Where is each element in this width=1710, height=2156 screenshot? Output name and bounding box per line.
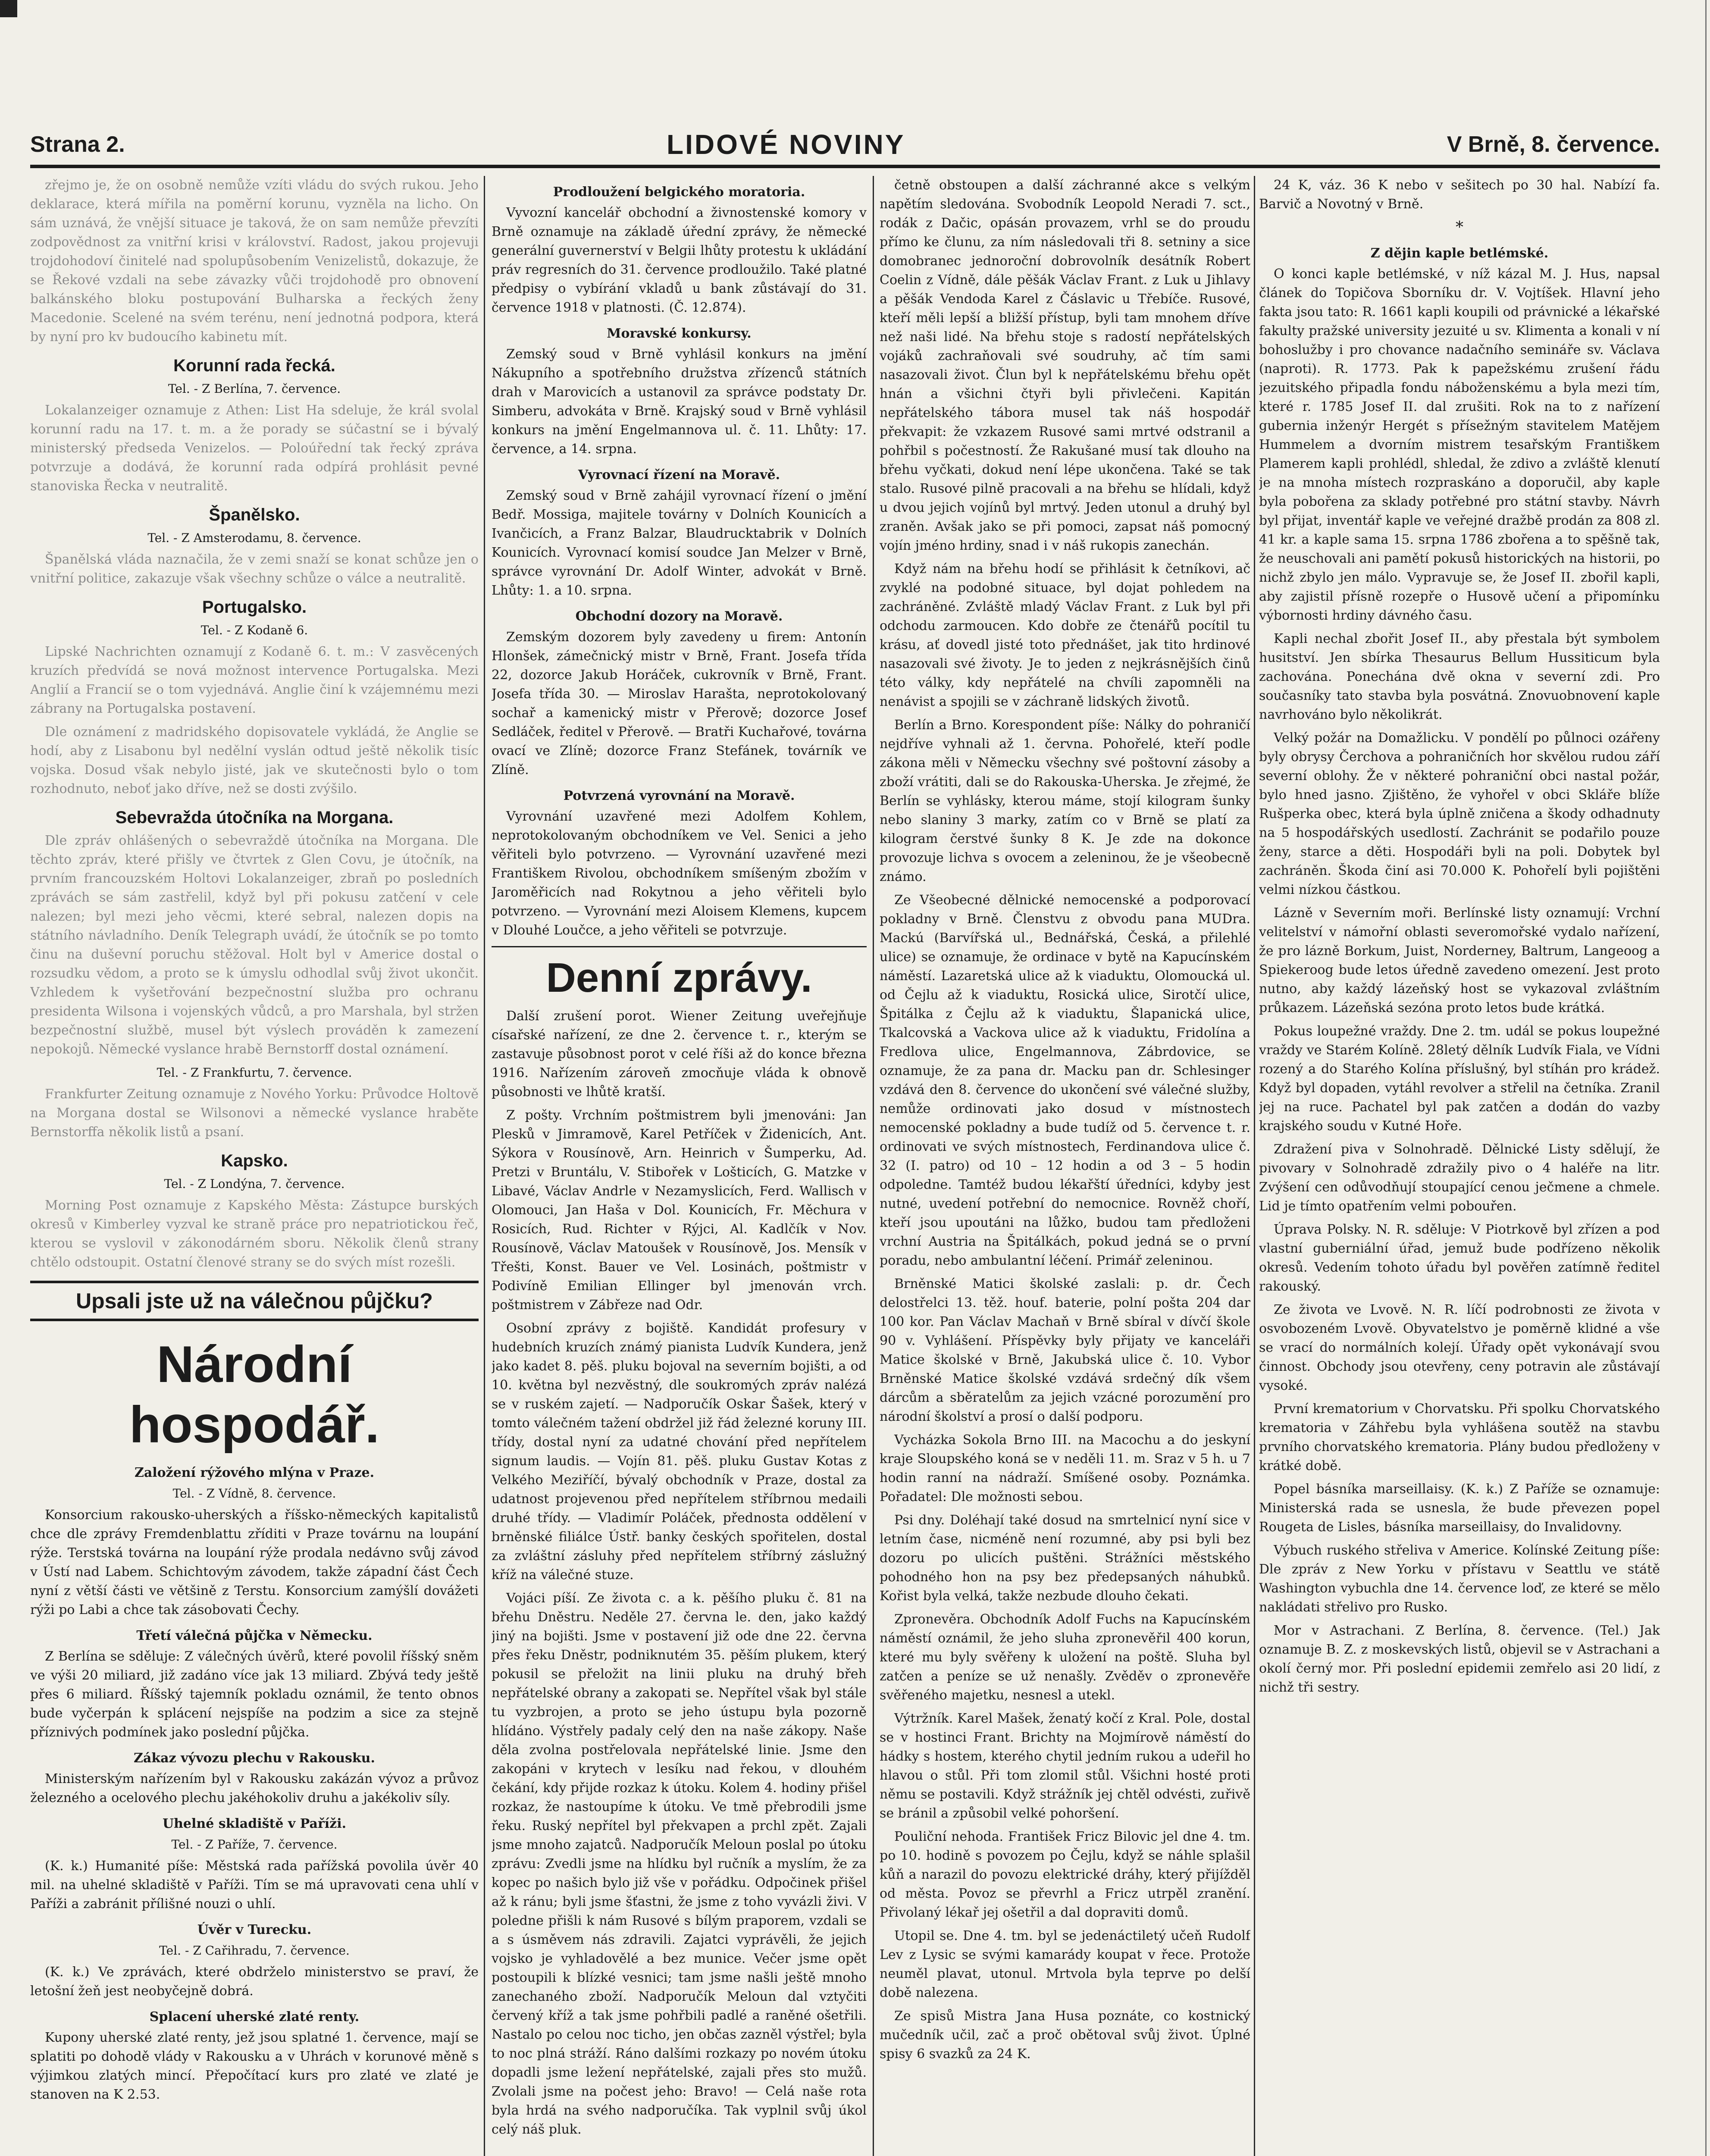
article-text: (K. k.) Humanité píše: Městská rada pařížská povolila úvěr 40 mil. na uhelné skladiště v Paříži. Tím se má upravovati cena uhlí v Paříži a zabránit přílišné nouzi o uhlí. xyxy=(30,1858,479,1912)
article-text: Lokalanzeiger oznamuje z Athen: List Ha sdeluje, že král svolal korunní radu na 17. t. m. a že porady se súčastní se i bývalý ministerský předseda Venizelos. — Poloúřední tak řecký zpráva potvrzuje a dodává, že korunní rada odpírá prohlásit pevné stanoviska Řecka v neutralitě. xyxy=(30,403,479,494)
article-text: 24 K, váz. 36 K nebo v sešitech po 30 hal. Nabízí fa. Barvič a Novotný v Brně. xyxy=(1259,178,1660,212)
scan-edge-line xyxy=(1705,0,1707,2156)
article-text: Zdražení piva v Solnohradě. Dělnické Listy sdělují, že pivovary v Solnohradě zdražily pivo o 4 haléře na litr. Zvýšení cen odůvodňují stoupající cenou ječmene a chmele. Lid je tímto opatřením velmi pobouřen. xyxy=(1259,1142,1660,1214)
column-3 xyxy=(880,176,1250,2156)
masthead-rule xyxy=(30,165,1660,168)
subheadline: Založení rýžového mlýna v Praze. xyxy=(134,1465,375,1480)
column-1 xyxy=(30,176,479,2156)
column-rule xyxy=(1254,176,1255,2156)
article-text: Popel básníka marseillaisy. (K. k.) Z Paříže se oznamuje: Ministerská rada se usnesla, že bude převezen popel Rougeta de Lisles, básníka marseillaisy, do Invalidovny. xyxy=(1259,1482,1660,1535)
article-text: Frankfurter Zeitung oznamuje z Nového Yorku: Průvodce Holtově na Morgana dostal se Wilsonovi a německé vyslance hraběte Bernstorffa několik listů a psaní. xyxy=(30,1087,479,1140)
article-text: Zemským dozorem byly zavedeny u firem: Antonín Hlonšek, zámečnický mistr v Brně, Frant. Josefa třída 22, dozorce Jakub Horáček, cukrovník v Brně, Frant. Josefa třída 30. — Miroslav Harašta, neprotokolovaný sochař a kamenický mistr v Přerově; dozorce Josef Sedláček, ředitel v Přerově. — Bratři Kuchařové, továrna ovací ve Zlíně; dozorce Franz Stefánek, továrník ve Zlíně. xyxy=(492,630,867,777)
masthead xyxy=(30,129,1660,160)
headline: Portugalsko. xyxy=(202,598,307,617)
paper-name: LIDOVÉ NOVINY xyxy=(666,129,905,160)
article-text: Ze spisů Mistra Jana Husa poznáte, co kostnický mučedník učil, zač a proč obětoval svůj život. Úplné spisy 6 svazků za 24 K. xyxy=(880,2009,1250,2062)
article-text: Utopil se. Dne 4. tm. byl se jedenáctiletý učeň Rudolf Lev z Lysic se svými kamarády koupat v řece. Protože neuměl plavat, utonul. Mrtvola byla teprve po delší době nalezena. xyxy=(880,1928,1250,2000)
subheadline: Moravské konkursy. xyxy=(607,326,752,341)
dateline: Tel. - Z Kodaně 6. xyxy=(200,623,308,637)
article-text: zřejmo je, že on osobně nemůže vzíti vládu do svých rukou. Jeho deklarace, která mířila na poměrní korunu, vyzněla na licho. On sám uznává, že vnější situace je taková, že on sam nemůže převzíti zodpovědnost za vnitřní krisi v království. Radost, jakou projevuji trojdohodoví činitelé nad spolupůsobením Venizelistů, dokazuje, že se Řekové vzdali na sebe závazky vůči trojdohodě pro obnovení balkánského bloku postupování Bulharska a řeckých ženy Macedonie. Scelené na svém terénu, není jednotná podpora, která by nyní pro kv budoucího kabinetu mít. xyxy=(30,178,479,345)
column-2 xyxy=(492,176,867,2156)
article-text: Vyvozní kancelář obchodní a živnostenské komory v Brně oznamuje na základě úřední zprávy, že německé generální guvernerství v Belgii lhůty protestu k ukládání práv regresních do 31. července prodloužilo. Také platné předpisy o vybírání vkladů u bank zůstávají do 31. července 1918 v platnosti. (Č. 12.874). xyxy=(492,205,867,315)
article-text: Brněnské Matici školské zaslali: p. dr. Čech delostřelci 13. těž. houf. baterie, polní pošta 204 dar 100 kor. Pan Václav Machaň v Brně sbíral v dívčí škole 90 v. Vyhlášení. Příspěvky byly přijaty ve kanceláři Matice školské v Brně, Jakubská ulice č. 10. Vybor Brněnské Matice školské vzdává srdečný dík všem dárcům a sběratelům za jejich vzácné porozumění pro národní školství a prosí o další podporu. xyxy=(880,1276,1250,1424)
article-text: Konsorcium rakousko-uherských a říšsko-německých kapitalistů chce dle zprávy Fremdenblattu zříditi v Praze továrnu na loupání rýže. Terstská továrna na loupání rýže prodala nedávno svůj závod v Ústí nad Labem. Schichtovým závodem, takže západní část Čech nyní z větší části ve většině z Terstu. Konsorcium zamýšlí dovážeti rýži po Labi a chce tak zásobovati Čechy. xyxy=(30,1507,479,1617)
article-text: Dle oznámení z madridského dopisovatele vykládá, že Anglie se hodí, aby z Lisabonu byl nedělní vyslán odtud ještě několik tisíc vojska. Dosud však nebylo jisté, jak ve skutečnosti bylo o tom rozhodnuto, neboť jako dříve, než se dosti zvýšilo. xyxy=(30,724,479,796)
headline: Španělsko. xyxy=(209,505,300,524)
article-text: četně obstoupen a další záchranné akce s velkým napětím sledována. Svobodník Leopold Neradi 7. sct., rodák z Dačic, opásán provazem, vrhl se do proudu přímo ke člunu, za ním následovali tři 8. setniny a sice domobranec jednoroční dobrovolník desátník Robert Coelin z Vídně, dále pěšák Václav Frant. z Luk u Jihlavy a pěšák Vendoda Karel z Čáslavic u Třebíče. Rusové, kteří měli lepší a bližší přístup, byli tam mnohem dříve než naši lidé. Na břehu stoje s radostí nepřátelských vojáků zachraňovali své soudruhy, ač tím sami nasazovali život. Člun byl k nepřátelskému břehu opět hnán a všichni čtyři byli přivlečeni. Kapitán nepřátelského tábora musel tak náš hospodář překvapit: že vzkazem Rusové sami mrtvé odstranil a pohřbil s počestností. Že Rakušané musí tak dlouho na břehu vyčkati, dokud není lépe ukončena. Také se tak stalo. Rusové pilně pracovali a na břehu se hlídali, když u dvou jejich vojínů byl mrtvý. Jeden utonul a druhý byl zraněn. Avšak jako se při pomoci, zapsat náš pomocný vojín jméno hrdiny, snad i v náš rukopis zanechán. xyxy=(880,178,1250,553)
section-title-daily-news: Denní zprávy. xyxy=(546,955,812,1001)
article-text: Výtržník. Karel Mašek, ženatý kočí z Kral. Pole, dostal se v hostinci Frant. Brichty na Mojmírově náměstí do hádky s hostem, kterého chytil jedním rukou a udeřil ho hlavou o stůl. Při tom zlomil stůl. Všichni hosté proti němu se postavili. Když strážník jej chtěl odvésti, zuřivě se bránil a způsobil velké pohoršení. xyxy=(880,1711,1250,1821)
article-text: Ze Všeobecné dělnické nemocenské a podporovací pokladny v Brně. Členstvu z obvodu pana MUDra. Mackú (Barvířská ul., Bednářská, Česká, a přilehlé ulice) se oznamuje, že ordinace v bytě na Kapucínském náměstí. Lazaretská ulice až k viaduktu, Olomoucká ul. od Čejlu až k viaduktu, Rosická ulice, Sirotčí ulice, Špitálka z Čejlu až k viaduktu, Šlapanická ulice, Tkalcovská a Vackova ulice až k viaduktu, Fridolína a Fredlova ulice, Engelmannova, Zábrdovice, se oznamuje, že za pana dr. Macku pan dr. Schlesinger vzdává den 8. července do ukončení své válečné služby, nemůže ordinovati jako dosud v místnostech nemocenské pokladny a bude tudíž od 5. července t. r. ordinovati ve svých místnostech, Ferdinandova ulice č. 32 (I. patro) od 10 – 12 hodin a od 3 – 5 hodin odpoledne. Tamtéž budou lékařští úředníci, kdyby jest nutné, uvedení potřební do nemocnice. Rovněž choří, kteří jsou upoutáni na lůžko, budou tam předloženi vrchní Austria na Špitálkách, pokud jedná se o první poradu, nebo ambulantní léčení. Primář zeleninou. xyxy=(880,893,1250,1268)
article-text: Morning Post oznamuje z Kapského Města: Zástupce burských okresů v Kimberley vyzval ke straně práce pro nepatriotickou řeč, kterou se vyslovil v zákonodárném sboru. Několik členů strany chtělo odstoupit. Ostatní členové strany se do svých míst rozešli. xyxy=(30,1198,479,1270)
article-text: Zpronevěra. Obchodník Adolf Fuchs na Kapucínském náměstí oznámil, že jeho sluha zpronevěřil 400 korun, které mu byly svěřeny k uložení na poště. Sluha byl zatčen a peníze se už nenašly. Zvěděv o zpronevěře svěřeného majetku, nesnesl a utekl. xyxy=(880,1612,1250,1703)
subheadline: Prodloužení belgického moratoria. xyxy=(553,185,805,200)
article-text: Zemský soud v Brně vyhlásil konkurs na jmění Nákupního a spotřebního družstva zřízenců státních drah v Marovicích a ustanovil za správce podstaty Dr. Simberu, advokáta v Brně. Krajský soud v Brně vyhlásil konkurs na jmění Engelmannova ul. č. 11. Lhůty: 17. července, a 14. srpna. xyxy=(492,347,867,457)
headline: Korunní rada řecká. xyxy=(173,356,335,375)
headline: Kapsko. xyxy=(221,1151,288,1170)
article-text: Dle zpráv ohlášených o sebevraždě útočníka na Morgana. Dle těchto zpráv, které přišly ve čtvrtek z Glen Covu, je útočník, na prvním francouzském Holtovi Lokalanzeiger, zbraň po posledních zprávách se sám zastřelil, když byl při pokusu zatčení v cele nalezen; byl mezi jeho věcmi, které sebral, nalezen dopis na státního návladního. Deník Telegraph uvádí, že útočník se po tomto činu na duševní poruchu stěžoval. Holt byl v Americe dostal o rozsudku vědom, a proto se k úmyslu odhodlal svůj život ukončit. Vzhledem k vyšetřování bezpečnostní služba pro ochranu presidenta Wilsona i vojenských vůdců, a pro Marshala, byl stržen bezpečnostní službě, musel být výslech prováděn k zamezení nepokojů. Německé vyslance hrabě Bernstorff dostal oznámení. xyxy=(30,833,479,1057)
article-text: Lipské Nachrichten oznamují z Kodaně 6. t. m.: V zasvěcených kruzích předvídá se nová možnost intervence Portugalska. Mezi Anglií a Francií se o tom vyjednává. Anglie činí k vzájemnému mezi zábrany na Portugalska postavení. xyxy=(30,644,479,716)
dateline: Tel. - Z Berlína, 7. července. xyxy=(168,382,341,396)
article-text: Vycházka Sokola Brno III. na Macochu a do jeskyní kraje Sloupského koná se v neděli 11. m. Sraz v 5 h. u 7 hodin ranní na nádraží. Smíšené osoby. Poznámka. Pořadatel: Dle možnosti sebou. xyxy=(880,1432,1250,1504)
subheadline: Splacení uherské zlaté renty. xyxy=(149,2009,360,2024)
subheadline: Zákaz vývozu plechu v Rakousku. xyxy=(134,1751,375,1766)
place-date: V Brně, 8. července. xyxy=(1447,132,1660,157)
article-text: Ze života ve Lvově. N. R. líčí podrobnosti ze života v osvobozeném Lvově. Obyvatelstvo je poměrně klidné a vše se vrací do normálních kolejí. Úřady opět vykonávají svou činnost. Obchody jsou otevřeny, ceny potravin ale zůstávají vysoké. xyxy=(1259,1302,1660,1393)
section-rule xyxy=(492,946,867,947)
article-text: Berlín a Brno. Korespondent píše: Nálky do pohraničí nejdříve vyhnali až 1. června. Pohořelé, kteří podle zákona měli v Německu všechny své poštovní zásoby a zboží vrátiti, dali se do Rakouska-Uherska. Je zřejmé, že Berlín se vyhlásky, kterou máme, stojí kilogram šunky nebo slaniny 3 marky, zatím co v Brně se platí za kilogram čerstvé šunky 8 K. Je zde na dokonce provozuje lichva s ovocem a zeleninou, že je všeobecně známo. xyxy=(880,718,1250,884)
column-rule xyxy=(484,176,485,2156)
article-text: Osobní zprávy z bojiště. Kandidát profesury v hudebních kruzích známý pianista Ludvík Kundera, jenž jako kadet 8. pěš. pluku bojoval na severním bojišti, a od 10. května byl nezvěstný, dle soukromých zpráv nalézá se v ruském zajetí. — Nadporučík Oskar Šašek, který v tomto válečném tažení obdržel již řád železné koruny III. třídy, dostal nyní za udatné chování před nepřítelem signum laudis. — Vojín 81. pěš. pluku Gustav Kotas z Velkého Meziříčí, bývalý obchodník v Praze, dostal za udatnost projevenou před nepřítelem stříbrnou medaili druhé třídy. — Vladimír Poláček, přednosta oddělení v brněnské filiálce Ústř. banky českých spořitelen, dostal za zvláštní zásluhy před nepřítelem stříbrný záslužný kříž na válečné stuze. xyxy=(492,1321,867,1583)
article-text: Vojáci píší. Ze života c. a k. pěšího pluku č. 81 na břehu Dněstru. Neděle 27. června le. den, jako každý jiný na bojišti. Jsme v postavení již ode dne 22. června přes řeku Dněstr, podniknutém 35. pěším plukem, který pokusil se přeložit na linii pluku na druhý břeh nepřátelské obrany a zakopati se. Nepřítel však byl stále tu vyzbrojen, a proto se jeho ústupu byla pozorně hlídáno. Výstřely padaly celý den na naše zákopy. Naše děla zvolna postřelovala nepřátelské linie. Jsme den zakopáni v krytech v lesíku nad řekou, v dlouhém čekání, kdy přijde rozkaz k útoku. Kolem 4. hodiny přišel rozkaz, že nastoupíme k útoku. Ve tmě přebrodili jsme řeku. Ruský nepřítel byl překvapen a prchl zpět. Zajali jsme mnoho zajatců. Nadporučík Meloun poslal po útoku zprávu: Zvedli jsme na hlídku byl ručník a myslím, že za kopec po našich bylo již vše v pořádku. Odpočinek přišel až k ránu; byli jsme šťastni, že jsme z toho vyvázli živi. V poledne přišli k nám Rusové s bílým praporem, vzdali se a s úsměvem nás zdravili. Zajatci vyprávěli, že jejich vojsko je vyhladovělé a bez munice. Večer jsme opět postoupili k blízké vesnici; tam jsme našli ještě mnoho zanechaného zboží. Nadporučík Meloun dal vztyčiti červený kříž a tak jsme pohřbili padlé a raněné ošetřili. Nastalo po celou noc ticho, jen občas zazněl výstřel; byla to noc plná stráží. Ráno dalšími rozkazy po novém útoku dopadli jsme ležení nepřátelské, zajali přes sto mužů. Zvolali jsme na počest jeho: Bravo! — Celá naše rota byla hrdá na svého nadporučíka. Tak vyplnil svůj úkol celý náš pluk. xyxy=(492,1591,867,2137)
article-text: Kapli nechal zbořit Josef II., aby přestala být symbolem husitství. Jen sbírka Thesaurus Bellum Hussiticum byla zachována. Ponechána dvě okna v severní zdi. Pro současníky tato stavba byla posvátná. Znovuobnovení kaple navrhováno bylo několikrát. xyxy=(1259,631,1660,722)
subheadline: Z dějin kaple betlémské. xyxy=(1370,246,1549,261)
article-text: Úprava Polsky. N. R. sděluje: V Piotrkově byl zřízen a pod vlastní guberniální úřad, jemuž bude podřízeno několik okresů. Vedením tohoto úřadu byl pověřen zatímně ředitel rakouský. xyxy=(1259,1222,1660,1294)
dateline: Tel. - Z Frankfurtu, 7. července. xyxy=(157,1065,352,1080)
dateline: Tel. - Z Londýna, 7. července. xyxy=(164,1177,345,1191)
dateline: Tel. - Z Amsterodamu, 8. července. xyxy=(147,531,361,545)
article-text: Výbuch ruského střeliva v Americe. Kolínské Zeitung píše: Dle zpráv z New Yorku v přístavu v Seattlu ve státě Washington vybuchla dne 14. července loď, ze které se mělo nakládati střelivo pro Rusko. xyxy=(1259,1543,1660,1615)
scan-corner-mark xyxy=(0,0,17,17)
article-text: Z pošty. Vrchním poštmistrem byli jmenováni: Jan Plesků v Jimramově, Karel Petříček v Židenicích, Ant. Sýkora v Rousínově, Arn. Heinrich v Šumperku, Ad. Pretzi v Bruntálu, V. Stibořek v Lošticích, G. Matzke v Libavé, Václav Andrle v Nezamyslicích, Ferd. Wallisch v Olomouci, Jan Haša v Dol. Kounicích, Fr. Měchura v Rosicích, Rud. Richter v Rýjci, Al. Kadlčík v Nov. Rousínově, Václav Matoušek v Rousínově, Jos. Mensík v Třešti, Konst. Bauer ve Vel. Losinách, poštmistr v Podivíně Emilian Ellinger byl jmenován vrch. poštmistrem v Zábřeze nad Odr. xyxy=(492,1108,867,1313)
article-text: O konci kaple betlémské, v níž kázal M. J. Hus, napsal článek do Topičova Sborníku dr. V. Vojtíšek. Hlavní jeho fakta jsou tato: R. 1661 kapli koupili od právnické a lékařské fakulty pražské university jezuité u sv. Klimenta a konali v ní bohoslužby i pro chovance nadačního semináře sv. Václava (naproti). R. 1773. Pak k papežskému zrušení řádu jezuitského připadla fondu náboženskému a byla mezi tím, které r. 1785 Josef II. dal zrušiti. Rok na to z nařízení gubernia inženýr Hergét s přísežným stavitelem Matějem Hummelem a dvorním mistrem tesařským Františkem Plamerem kapli prohlédl, shledal, že zdivo a zvláště klenutí je na mnoha místech rozpraskáno a doporučil, aby kaple byla pobořena za sklady potřebné pro státní stavby. Návrh byl přijat, inventář kaple ve veřejné dražbě prodán za 808 zl. 41 kr. a kaple sama 15. srpna 1786 zbořena a to spěšně tak, že neuschovali ani pamětí pokusů historických na historii, po nichž zbylo jen málo. Vypravuje se, že Josef II. zbořil kapli, aby zajistil přísně rozepře o Husově učení a připomínku výbornosti hrdiny dávného času. xyxy=(1259,266,1660,623)
subheadline: Třetí válečná půjčka v Německu. xyxy=(136,1628,373,1643)
article-text: Ministerským nařízením byl v Rakousku zakázán vývoz a průvoz železného a ocelového plechu jakéhokoliv druhu a jakékoliv síly. xyxy=(30,1771,479,1805)
article-text: Španělská vláda naznačila, že v zemi snaží se konat schůze jen o vnitřní politice, zakazuje však všechny schůze o válce a neutralitě. xyxy=(30,552,479,586)
article-text: Další zrušení porot. Wiener Zeitung uveřejňuje císařské nařízení, ze dne 2. července t. r., kterým se zastavuje působnost porot v celé říši až do konce března 1916. Nařízením zároveň zmocňuje vláda k obnově působnosti ve lhůtě kratší. xyxy=(492,1009,867,1100)
column-rule xyxy=(873,176,874,2156)
subheadline: Úvěr v Turecku. xyxy=(197,1922,312,1937)
subheadline: Obchodní dozory na Moravě. xyxy=(575,609,783,624)
dateline: Tel. - Z Paříže, 7. července. xyxy=(171,1837,338,1852)
article-text: (K. k.) Ve zprávách, které obdrželo ministerstvo se praví, že letošní žeň jest neobyčejně dobrá. xyxy=(30,1965,479,1999)
article-text: Když nám na břehu hodí se přihlásit k četníkovi, ač zvyklé na podobné situace, byl dojat pohledem na zachráněné. Zvláště mladý Václav Frant. z Luk byl při odchodu zarmoucen. Kdo dobře ze čtenářů pocítil tu krásu, ať dovedl jisté toto přednášet, jak tito hrdinové nasazovali své životy. Je to jeden z nejkrásnějších činů této války, kdy nepřátelé na chvíli zapomněli na nenávist a spojili se v záchraně lidských životů. xyxy=(880,561,1250,709)
separator-star: * xyxy=(1456,219,1463,236)
subheadline: Potvrzená vyrovnání na Moravě. xyxy=(563,788,795,803)
article-text: Lázně v Severním moři. Berlínské listy oznamují: Vrchní velitelství v námořní oblasti severomořské vydalo nařízení, že pro lázně Borkum, Juist, Norderney, Baltrum, Langeoog a Spiekeroog bude letos úředně zavedeno omezení. Jest proto nutno, aby každý lázeňský host se vykazoval zvláštním průkazem. Lázeňská sezóna proto letos bude krátká. xyxy=(1259,906,1660,1015)
subheadline: Uhelné skladiště v Paříži. xyxy=(162,1816,347,1831)
dateline: Tel. - Z Cařihradu, 7. července. xyxy=(159,1943,350,1958)
section-title-economy: Národní hospodář. xyxy=(129,1335,380,1454)
article-text: Vyrovnání uzavřené mezi Adolfem Kohlem, neprotokolovaným obchodníkem ve Vel. Senici a jeho věřiteli bylo potvrzeno. — Vyrovnání uzavřené mezi Františkem Rivolou, obchodníkem smíšeným zbožím v Jaroměřicích nad Rokytnou a jeho věřiteli bylo potvrzeno. — Vyrovnání mezi Aloisem Klemens, kupcem v Dlouhé Loučce, a jeho věřiteli se potvrzuje. xyxy=(492,809,867,938)
article-text: Pouliční nehoda. František Fricz Bilovic jel dne 4. tm. po 10. hodině s povozem po Čejlu, když se náhle splašil kůň a narazil do povozu elektrické dráhy, který přijížděl od města. Povoz se převrhl a Fricz utrpěl zranění. Přivolaný lékař jej ošetřil a dal dopraviti domů. xyxy=(880,1829,1250,1920)
headline: Sebevražda útočníka na Morgana. xyxy=(115,808,394,827)
page-label: Strana 2. xyxy=(30,132,125,157)
article-text: Psi dny. Doléhají také dosud na smrtelnicí nyní sice v letním čase, nicméně není rozumné, aby psi byli bez dozoru po ulicích puštěni. Strážníci městského pohodného hon na psy bez předepsaných náhubků. Kořist byla velká, takže nezbude dlouho čekati. xyxy=(880,1513,1250,1604)
dateline: Tel. - Z Vídně, 8. července. xyxy=(172,1486,336,1501)
war-loan-banner: Upsali jste už na válečnou půjčku? xyxy=(30,1281,479,1321)
column-4 xyxy=(1259,176,1660,2156)
article-text: Mor v Astrachani. Z Berlína, 8. července. (Tel.) Jak oznamuje B. Z. z moskevských listů, objevil se v Astrachani a okolí černý mor. Při poslední epidemii zemřelo asi 20 lidí, z nichž tři sestry. xyxy=(1259,1623,1660,1695)
article-text: První krematorium v Chorvatsku. Při spolku Chorvatského krematoria v Záhřebu byla vyhlášena soutěž na stavbu prvního chorvatského krematoria. Plány budou předloženy v krátké době. xyxy=(1259,1401,1660,1473)
article-text: Velký požár na Domažlicku. V pondělí po půlnoci ozářeny byly obrysy Čerchova a pohraničních hor skvělou rudou září severní oblohy. Že v některé pohraniční obci nastal požár, bylo hned jasno. Zjištěno, že vyhořel v obci Skláře blíže Rušperka obec, která byla úplně zničena a škody odhadnuty na 5 hospodářských usedlostí. Zachránit se podařilo pouze ženy, starce a děti. Hospodáři byli na poli. Dobytek byl zachráněn. Škoda činí asi 70.000 K. Pohořelí byli pojištěni velmi nízkou částkou. xyxy=(1259,730,1660,897)
article-text: Zemský soud v Brně zahájil vyrovnací řízení o jmění Bedř. Mossiga, majitele továrny v Dolních Kounicích a Ivančicích, a Franz Balzar, Blaudrucktabrik v Dolních Kounicích. Vyrovnací komisí soudce Jan Melzer v Brně, správce vyrovnání Dr. Adolf Winter, advokát v Brně. Lhůty: 1. a 10. srpna. xyxy=(492,488,867,598)
article-text: Z Berlína se sděluje: Z válečných úvěrů, které povolil říšský sněm ve výši 20 miliard, již zadáno více jak 13 miliard. Zbývá tedy ještě přes 6 miliard. Říšský tajemník pokladu oznámil, že tento obnos bude vyčerpán k splácení nejspíše na podzim a sice za stejně příznivých podmínek jako poslední půjčka. xyxy=(30,1649,479,1740)
article-text: Pokus loupežné vraždy. Dne 2. tm. udál se pokus loupežné vraždy ve Starém Kolíně. 28letý dělník Ludvík Fiala, ve Vídni rozený a do Starého Kolína příslušný, byl stíhán pro krádež. Když byl dopaden, vytáhl revolver a střelil na četníka. Zranil jej na ruce. Pachatel byl pak zatčen a dodán do vazby krajského soudu v Kutné Hoře. xyxy=(1259,1024,1660,1134)
subheadline: Vyrovnací řízení na Moravě. xyxy=(578,467,780,483)
article-text: Kupony uherské zlaté renty, jež jsou splatné 1. července, mají se splatiti po dohodě vlády v Rakousku a v Uhrách v korunové měně s výjimkou zlatých mincí. Přepočítací kurs pro zlaté ve zlaté je stanoven na K 2.53. xyxy=(30,2030,479,2102)
